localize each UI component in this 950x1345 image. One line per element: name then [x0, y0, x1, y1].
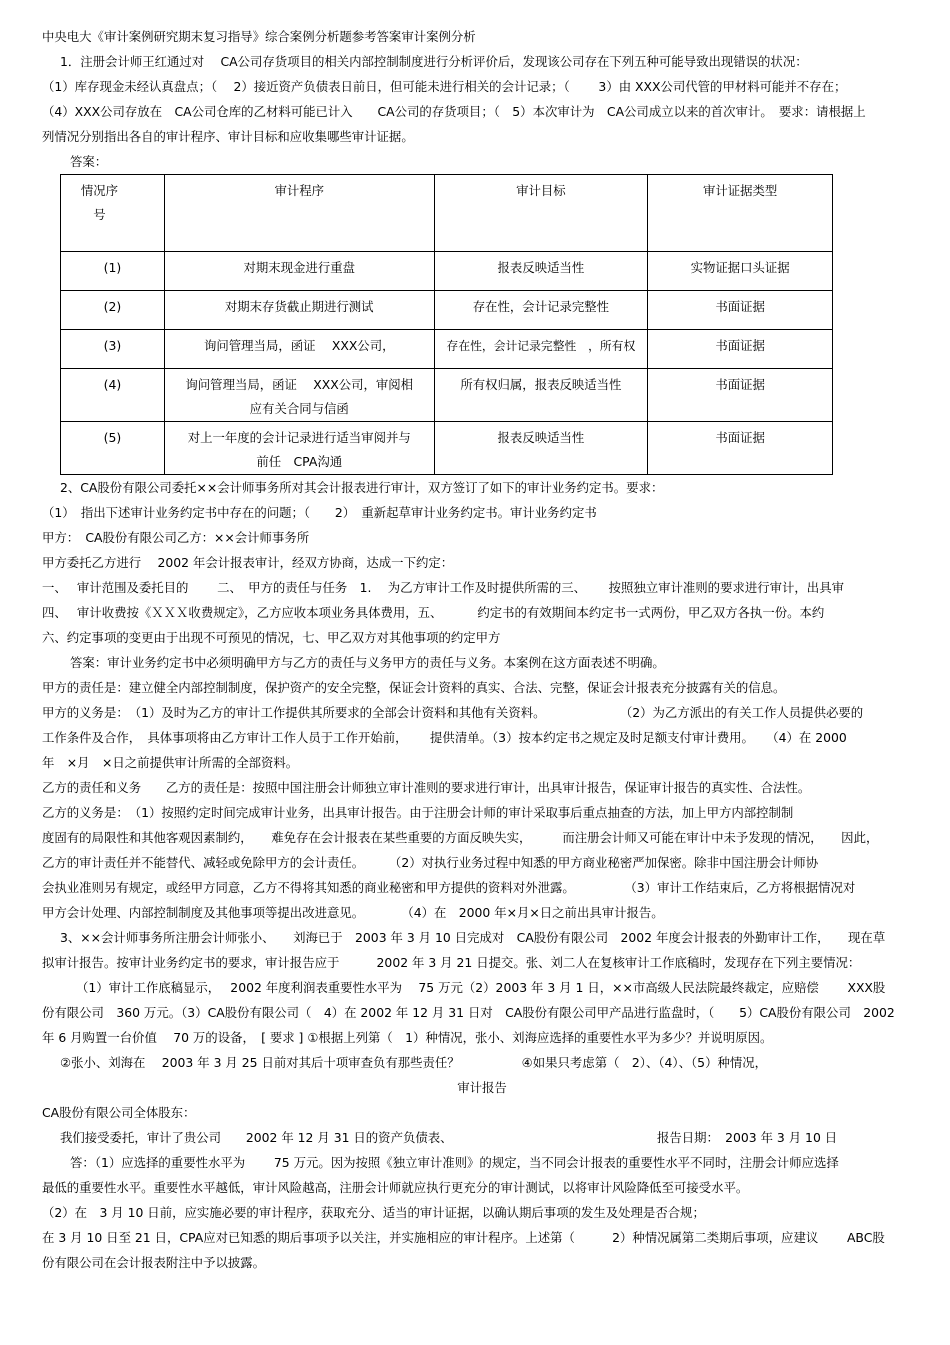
case3-line: （1）审计工作底稿显示， 2002 年度利润表重要性水平为 75 万元（2）2003 年 3 月 1 日，××市高级人民法院最终裁定，应赔偿 XXX股	[76, 980, 886, 995]
document-title: 中央电大《审计案例研究期末复习指导》综合案例分析题参考答案审计案例分析	[42, 29, 476, 44]
table-cell: 报表反映适当性	[434, 252, 648, 291]
answer-table	[60, 174, 833, 475]
case2-line: 甲方的义务是： （1）及时为乙方的审计工作提供其所要求的全部会计资料和其他有关资料。 （2）为乙方派出的有关工作人员提供必要的	[42, 705, 864, 720]
case2-line: 年 ×月 ×日之前提供审计所需的全部资料。	[42, 755, 299, 770]
header-cell: 情况序号	[61, 175, 165, 252]
document-page	[42, 24, 922, 1275]
case1-line-3: （4）XXX公司存放在 CA公司仓库的乙材料可能已计入 CA公司的存货项目；（ 5）本次审计为 CA公司成立以来的首次审计。 要求：请根据上	[42, 104, 866, 119]
table-cell: 询问管理当局，函证 XXX公司，	[164, 330, 434, 369]
table-cell: (3)	[61, 330, 165, 369]
case2-line: 一、 审计范围及委托目的 二、 甲方的责任与任务 1. 为乙方审计工作及时提供所需的三、 按照独立审计准则的要求进行审计，出具审	[42, 580, 844, 595]
header-cell: 审计证据类型	[648, 175, 833, 252]
table-cell: 存在性，会计记录完整性 ，所有权	[434, 330, 648, 369]
answer-label: 答案：	[70, 154, 108, 169]
case2-line: 工作条件及合作， 具体事项将由乙方审计工作人员于工作开始前， 提供清单。（3）按本约定书之规定及时足额支付审计费用。 （4）在 2000	[42, 730, 847, 745]
case2-line: 甲方委托乙方进行 2002 年会计报表审计，经双方协商，达成一下约定：	[42, 555, 454, 570]
case2-line: 甲方的责任是：建立健全内部控制制度，保护资产的安全完整，保证会计资料的真实、合法、完整，保证会计报表充分披露有关的信息。	[42, 680, 786, 695]
table-row	[61, 291, 833, 330]
case2-intro: 2、CA股份有限公司委托××会计师事务所对其会计报表进行审计，双方签订了如下的审计业务约定书。要求：	[60, 480, 664, 495]
table-cell: (5)	[61, 422, 165, 475]
table-cell: 书面证据	[648, 422, 833, 475]
case3-line: 年 6 月购置一台价值 70 万的设备， [ 要求 ] ①根据上列第（ 1）种情况，张小、刘海应选择的重要性水平为多少？并说明原因。	[42, 1030, 773, 1045]
case2-line: 甲方会计处理、内部控制制度及其他事项等提出改进意见。 （4）在 2000 年×月×日之前出具审计报告。	[42, 905, 664, 920]
header-cell: 审计程序	[164, 175, 434, 252]
case1-line-4: 列情况分别指出各自的审计程序、审计目标和应收集哪些审计证据。	[42, 129, 414, 144]
table-row	[61, 369, 833, 422]
case2-answer: 答案：审计业务约定书中必须明确甲方与乙方的责任与义务甲方的责任与义务。本案例在这方面表述不明确。	[70, 655, 665, 670]
table-row	[61, 422, 833, 475]
case3-answer-line: 份有限公司在会计报表附注中予以披露。	[42, 1255, 266, 1270]
case2-line: 甲方： CA股份有限公司乙方：××会计师事务所	[42, 530, 310, 545]
table-cell: 书面证据	[648, 291, 833, 330]
table-cell: 对期末存货截止期进行测试	[164, 291, 434, 330]
table-cell: 存在性，会计记录完整性	[434, 291, 648, 330]
case2-line: 六、约定事项的变更由于出现不可预见的情况，七、甲乙双方对其他事项的约定甲方	[42, 630, 501, 645]
case3-answer-line: （2）在 3 月 10 日前，应实施必要的审计程序，获取充分、适当的审计证据，以确认期后事项的发生及处理是否合规；	[42, 1205, 705, 1220]
case2-line: 四、 审计收费按《ＸＸＸ收费规定》，乙方应收本项业务具体费用，五、 约定书的有效期间本约定书一式两份，甲乙双方各执一份。本约	[42, 605, 825, 620]
case3-line: 拟审计报告。按审计业务约定书的要求，审计报告应于 2002 年 3 月 21 日提交。张、刘二人在复核审计工作底稿时，发现存在下列主要情况：	[42, 955, 861, 970]
table-cell: 报表反映适当性	[434, 422, 648, 475]
case2-line: 乙方的审计责任并不能替代、减轻或免除甲方的会计责任。 （2）对执行业务过程中知悉的甲方商业秘密严加保密。除非中国注册会计师协	[42, 855, 819, 870]
table-cell: 对上一年度的会计记录进行适当审阅并与前任 CPA沟通	[164, 422, 434, 475]
case2-line: 乙方的义务是： （1）按照约定时间完成审计业务，出具审计报告。由于注册会计师的审计采取事后重点抽查的方法，加上甲方内部控制制	[42, 805, 794, 820]
table-header-row	[61, 175, 833, 252]
case3-answer: 答：（1）应选择的重要性水平为 75 万元。因为按照《独立审计准则》的规定，当不同会计报表的重要性水平不同时，注册会计师应选择	[70, 1155, 839, 1170]
case3-line: 份有限公司 360 万元。（3）CA股份有限公司（ 4）在 2002 年 12 月 31 日对 CA股份有限公司甲产品进行监盘时，（ 5）CA股份有限公司 2002	[42, 1005, 895, 1020]
table-cell: 所有权归属，报表反映适当性	[434, 369, 648, 422]
table-cell: (1)	[61, 252, 165, 291]
audit-report-heading: 审计报告	[457, 1080, 507, 1095]
case2-line: 度固有的局限性和其他客观因素制约， 难免存在会计报表在某些重要的方面反映失实， 而注册会计师又可能在审计中未予发现的情况， 因此，	[42, 830, 879, 845]
case3-answer-line: 在 3 月 10 日至 21 日，CPA应对已知悉的期后事项予以关注，并实施相应的审计程序。上述第（ 2）种情况属第二类期后事项，应建议 ABC股	[42, 1230, 885, 1245]
table-cell: 对期末现金进行重盘	[164, 252, 434, 291]
report-body: 我们接受委托，审计了贵公司 2002 年 12 月 31 日的资产负债表、 报告日期： 2003 年 3 月 10 日	[60, 1130, 838, 1145]
case1-intro: 1．注册会计师王红通过对 CA公司存货项目的相关内部控制制度进行分析评价后，发现该公司存在下列五种可能导致出现错误的状况：	[60, 54, 808, 69]
header-cell: 审计目标	[434, 175, 648, 252]
table-cell: (2)	[61, 291, 165, 330]
case2-line: 会执业准则另有规定，或经甲方同意，乙方不得将其知悉的商业秘密和甲方提供的资料对外泄露。 （3）审计工作结束后，乙方将根据情况对	[42, 880, 856, 895]
case3-line: ②张小、刘海在 2003 年 3 月 25 日前对其后十项审查负有那些责任？ ④如果只考虑第（ 2）、（4）、（5）种情况，	[60, 1055, 768, 1070]
case3-answer-line: 最低的重要性水平。重要性水平越低，审计风险越高，注册会计师就应执行更充分的审计测试，以将审计风险降低至可接受水平。	[42, 1180, 749, 1195]
table-row	[61, 330, 833, 369]
table-cell: (4)	[61, 369, 165, 422]
case2-line: （1） 指出下述审计业务约定书中存在的问题；（ 2） 重新起草审计业务约定书。审计业务约定书	[42, 505, 597, 520]
table-cell: 书面证据	[648, 369, 833, 422]
case3-intro: 3、××会计师事务所注册会计师张小、 刘海已于 2003 年 3 月 10 日完成对 CA股份有限公司 2002 年度会计报表的外勤审计工作， 现在草	[60, 930, 886, 945]
table-cell: 书面证据	[648, 330, 833, 369]
table-cell: 实物证据口头证据	[648, 252, 833, 291]
case2-line: 乙方的责任和义务 乙方的责任是：按照中国注册会计师独立审计准则的要求进行审计，出具审计报告，保证审计报告的真实性、合法性。	[42, 780, 811, 795]
table-cell: 询问管理当局，函证 XXX公司，审阅相应有关合同与信函	[164, 369, 434, 422]
table-row	[61, 252, 833, 291]
case1-line-2: （1）库存现金未经认真盘点；（ 2）接近资产负债表日前日，但可能未进行相关的会计记录；（ 3）由 XXX公司代管的甲材料可能并不存在；	[42, 79, 847, 94]
report-addressee: CA股份有限公司全体股东：	[42, 1105, 196, 1120]
